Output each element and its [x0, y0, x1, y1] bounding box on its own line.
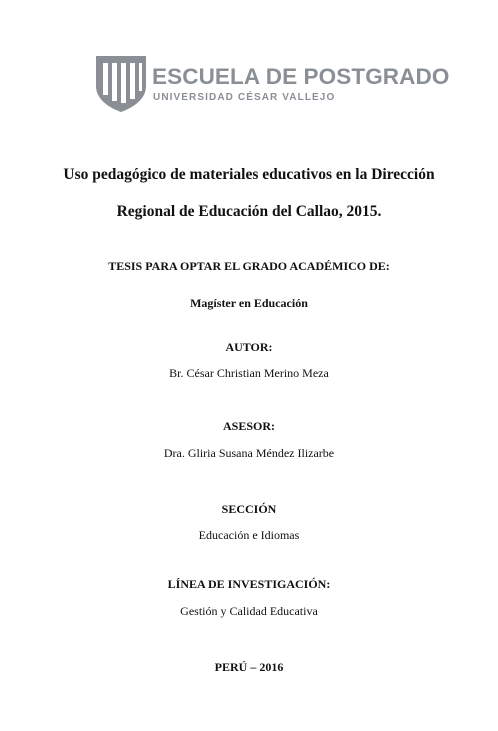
advisor-heading: ASESOR:: [222, 419, 275, 433]
logo-subtitle: UNIVERSIDAD CÉSAR VALLEJO: [153, 92, 336, 103]
university-logo: [96, 56, 450, 114]
author-heading: AUTOR:: [225, 340, 273, 354]
place-year: PERÚ – 2016: [214, 660, 284, 674]
university-crest-icon: [96, 56, 146, 112]
section-name: Educación e Idiomas: [198, 528, 300, 542]
research-line-heading: LÍNEA DE INVESTIGACIÓN:: [167, 577, 331, 591]
section-heading: SECCIÓN: [221, 502, 277, 516]
logo-title: ESCUELA DE POSTGRADO: [152, 64, 450, 89]
thesis-title-line-1: Uso pedagógico de materiales educativos en la Dirección: [63, 166, 435, 183]
research-line-name: Gestión y Calidad Educativa: [180, 604, 318, 618]
thesis-title-line-2: Regional de Educación del Callao, 2015.: [116, 203, 382, 220]
author-name: Br. César Christian Merino Meza: [169, 366, 329, 380]
degree-heading: TESIS PARA OPTAR EL GRADO ACADÉMICO DE:: [108, 259, 390, 273]
advisor-name: Dra. Gliria Susana Méndez Ilizarbe: [163, 446, 335, 460]
degree-name: Magíster en Educación: [190, 296, 308, 310]
